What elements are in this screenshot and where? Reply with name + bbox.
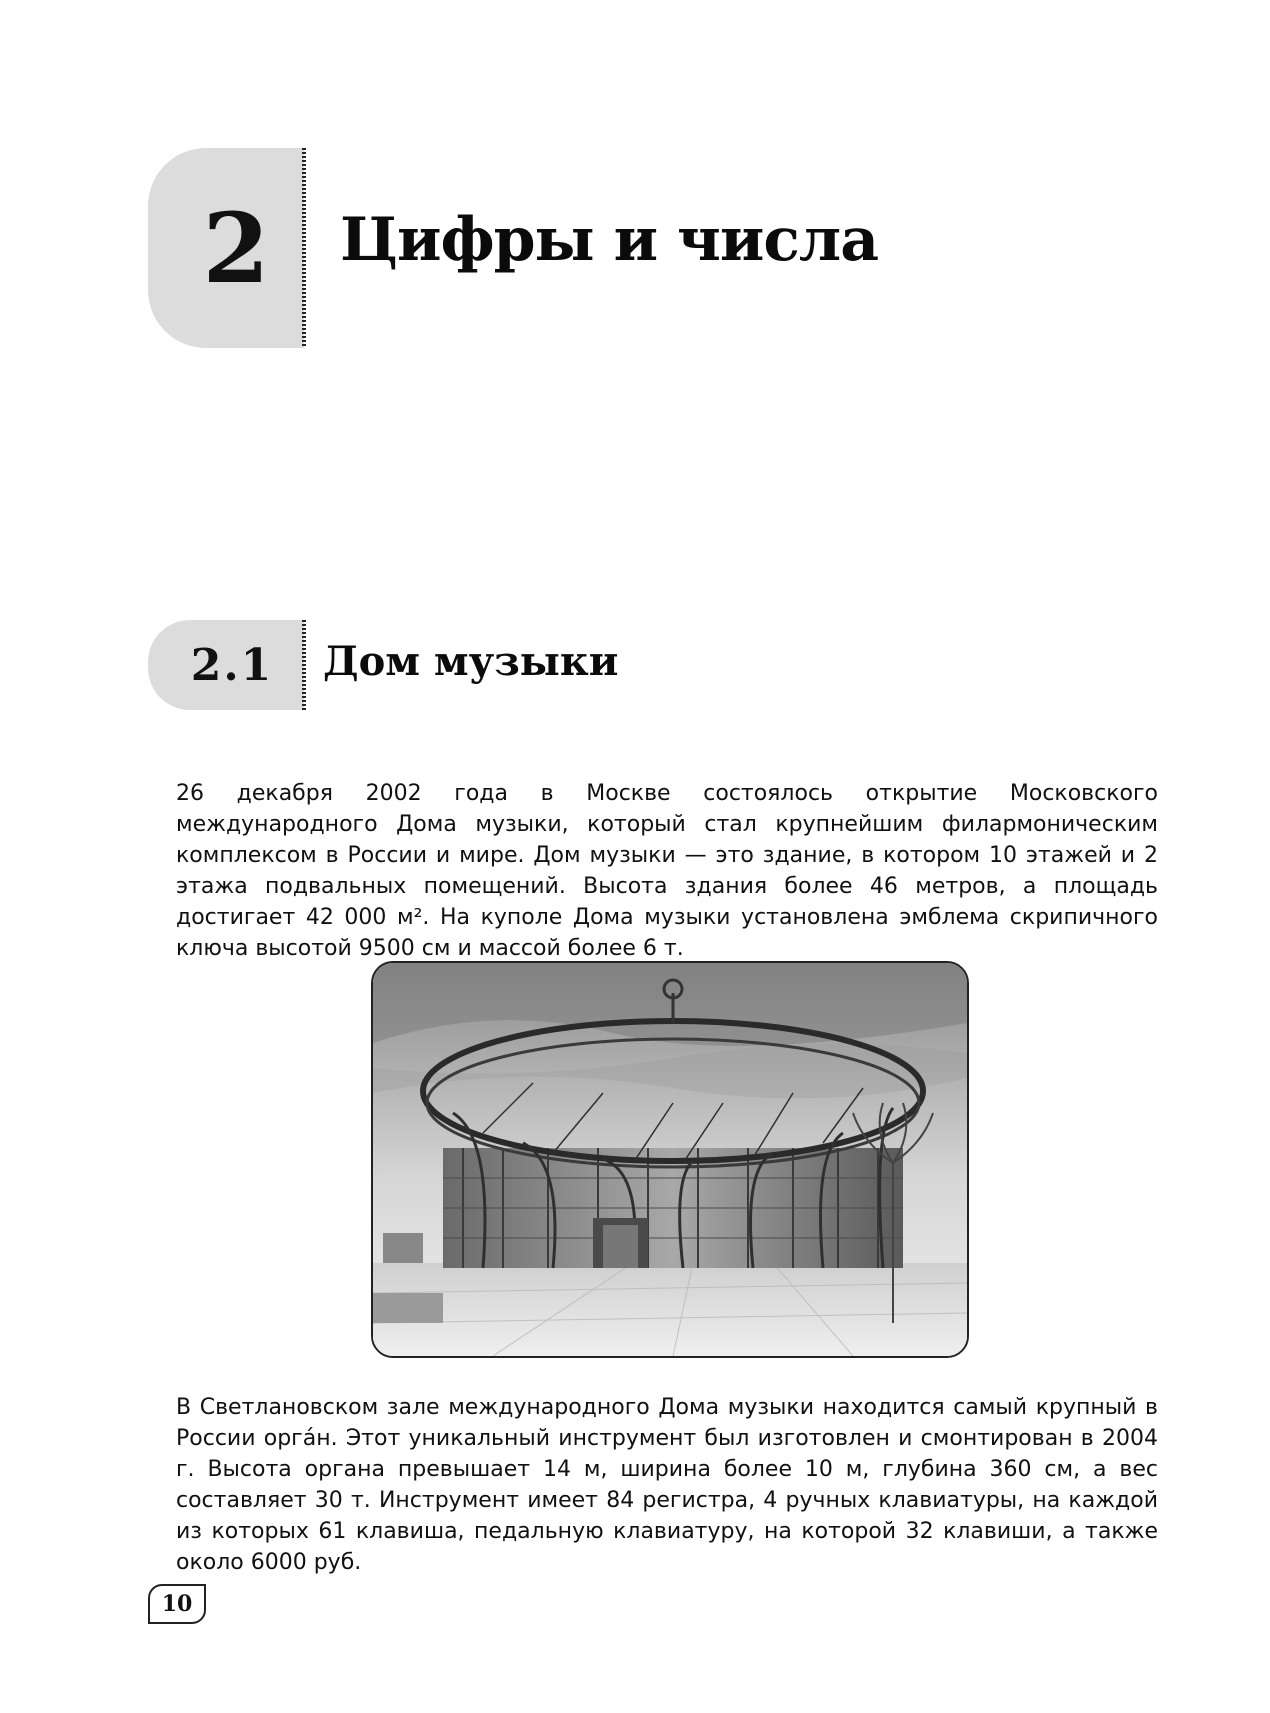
chapter-divider bbox=[302, 148, 306, 348]
chapter-number: 2 bbox=[202, 191, 270, 305]
paragraph-organ: В Светлановском зале международного Дома музыки находится самый крупный в России орга́н. Этот уникальный инструмент был изготовлен и смонтирован в 2004 г. Высота органа превышает 14 м, ширина более 10 м, глубина 360 см, а вес составляет 30 т. Инструмент имеет 84 регистра, 4 ручных клавиатуры, на каждой из которых 61 клавиша, педальную клавиатуру, на которой 32 клавиши, а также около 6000 руб. bbox=[176, 1395, 1158, 1575]
paragraph-intro: 26 декабря 2002 года в Москве состоялось открытие Московского международного Дома музыки, который стал крупнейшим филармоническим комплексом в России и мире. Дом музыки — это здание, в котором 10 этажей и 2 этажа подвальных помещений. Высота здания более 46 метров, а площадь достигает 42 000 м². На куполе Дома музыки установлена эмблема скрипичного ключа высотой 9500 см и массой более 6 т. bbox=[176, 781, 1158, 961]
page-number: 10 bbox=[148, 1584, 206, 1624]
section-number: 2.1 bbox=[190, 639, 274, 691]
building-photo bbox=[371, 961, 969, 1358]
chapter-number-badge bbox=[148, 148, 304, 348]
section-title: Дом музыки bbox=[323, 638, 619, 685]
section-number-badge bbox=[148, 620, 304, 710]
house-of-music-illustration bbox=[373, 963, 967, 1356]
section-divider bbox=[302, 620, 306, 710]
chapter-title: Цифры и числа bbox=[340, 205, 879, 275]
